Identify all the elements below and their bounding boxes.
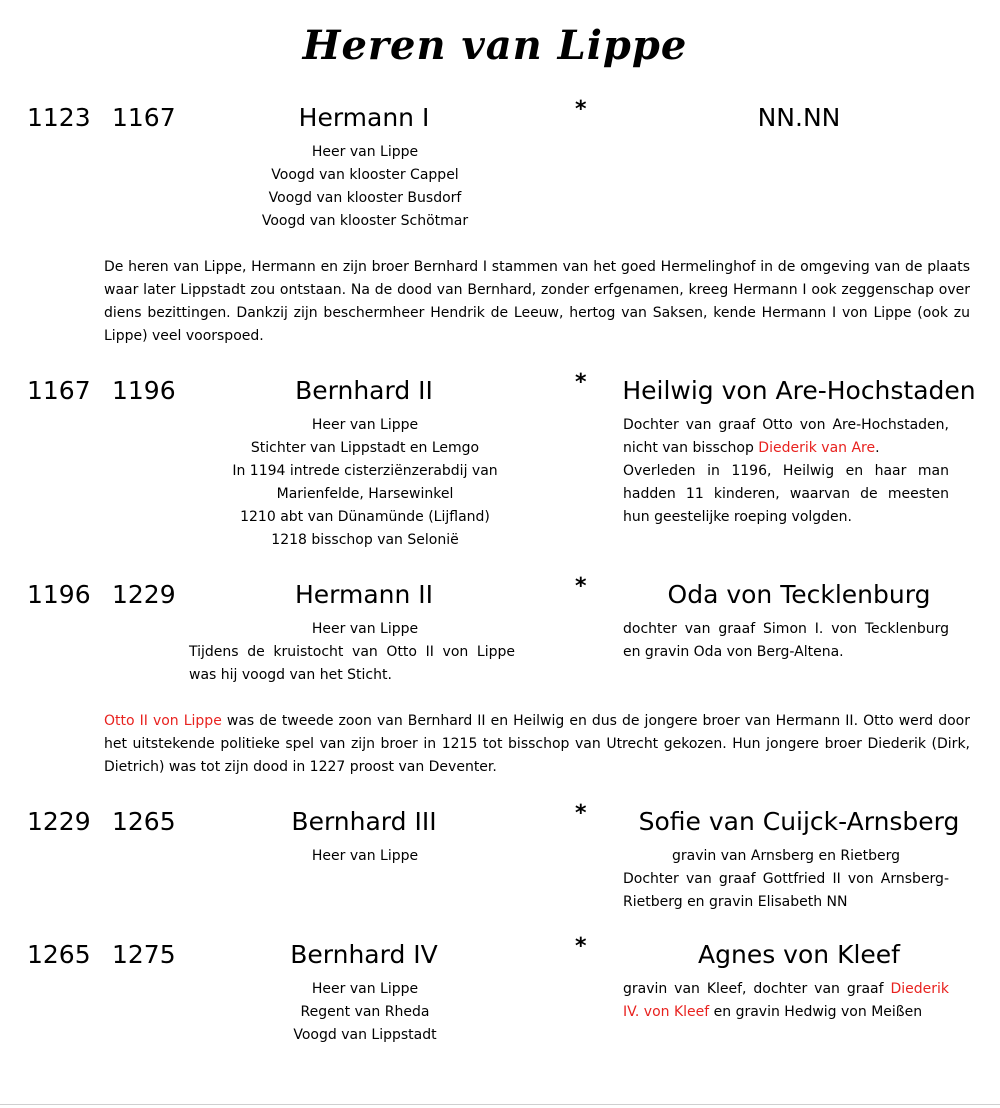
title-line: 1218 bisschop van Seloniё	[271, 532, 459, 548]
title-line: Marienfelde, Harsewinkel	[276, 486, 454, 502]
spouse-text: Dochter van graaf Otto von Are-Hochstaden, nicht van bisschop	[623, 417, 949, 456]
marriage-star: *	[575, 934, 587, 959]
marriage-star: *	[575, 574, 587, 599]
marriage-star: *	[575, 97, 587, 122]
lord-titles	[180, 141, 550, 233]
end-year: 1196	[112, 376, 176, 405]
spouse-name: Heilwig von Are-Hochstaden	[622, 376, 976, 405]
spouse-name: Agnes von Kleef	[698, 940, 900, 969]
paragraph-text: was de tweede zoon van Bernhard II en Heilwig en dus de jongere broer van Hermann II. Otto werd door het uitstekende politieke spel van zijn broer in 1215 tot bisschop van Utrecht gekozen. Hun jongere broer Diederik (Dirk, Dietrich) was tot zijn dood in 1227 proost van Deventer.	[104, 713, 970, 775]
lord-name: Hermann I	[298, 103, 430, 132]
title-line: Voogd van klooster Cappel	[271, 167, 459, 183]
end-year: 1275	[112, 940, 176, 969]
spouse-text: en gravin Hedwig von Meißen	[709, 1004, 923, 1020]
lord-titles	[180, 414, 550, 552]
title-line: 1210 abt van Dünamünde (Lijfland)	[240, 509, 490, 525]
spouse-text: Overleden in 1196, Heilwig en haar man hadden 11 kinderen, waarvan de meesten hun geestelijke roeping volgden.	[623, 463, 949, 525]
spouse-text: Dochter van graaf Gottfried II von Arnsberg-Rietberg en gravin Elisabeth NN	[623, 871, 949, 910]
lord-titles	[180, 845, 550, 868]
start-year: 1167	[27, 376, 91, 405]
end-year: 1265	[112, 807, 176, 836]
spouse-name: Oda von Tecklenburg	[667, 580, 931, 609]
end-year: 1167	[112, 103, 176, 132]
title-line: Voogd van klooster Busdorf	[268, 190, 462, 206]
diederik-van-are-link[interactable]: Diederik van Are	[758, 440, 876, 456]
start-year: 1123	[27, 103, 91, 132]
otto-ii-von-lippe-link[interactable]: Otto II von Lippe	[104, 713, 222, 729]
title-line: Heer van Lippe	[311, 621, 419, 637]
spouse-description	[623, 978, 949, 1024]
bottom-divider	[0, 1104, 1000, 1105]
history-paragraph	[104, 710, 970, 779]
start-year: 1265	[27, 940, 91, 969]
title-line: Heer van Lippe	[311, 417, 419, 433]
diederik-iv-von-kleef-link[interactable]: Diederik IV. von Kleef	[623, 981, 949, 1020]
title-line: Heer van Lippe	[311, 848, 419, 864]
history-paragraph	[104, 256, 970, 348]
lord-detail: Tijdens de kruistocht van Otto II von Lippe was hij voogd van het Sticht.	[189, 644, 515, 683]
spouse-description: dochter van graaf Simon I. von Tecklenburg en gravin Oda von Berg-Altena.	[623, 621, 949, 660]
spouse-description	[623, 414, 949, 529]
spouse-text: .	[875, 440, 880, 456]
start-year: 1229	[27, 807, 91, 836]
spouse-text: gravin van Arnsberg en Rietberg	[671, 848, 901, 864]
lord-name: Bernhard III	[291, 807, 437, 836]
title-line: Heer van Lippe	[311, 144, 419, 160]
spouse-text: gravin van Kleef, dochter van graaf	[623, 981, 891, 997]
lord-titles	[180, 978, 550, 1047]
spouse-name: Sofie van Cuijck-Arnsberg	[638, 807, 960, 836]
marriage-star: *	[575, 370, 587, 395]
title-line: Voogd van klooster Schötmar	[261, 213, 469, 229]
end-year: 1229	[112, 580, 176, 609]
lord-name: Hermann II	[294, 580, 434, 609]
title-line: Heer van Lippe	[311, 981, 419, 997]
lord-name: Bernhard IV	[290, 940, 438, 969]
lord-name: Bernhard II	[295, 376, 433, 405]
start-year: 1196	[27, 580, 91, 609]
title-line: Regent van Rheda	[300, 1004, 430, 1020]
title-line: In 1194 intrede cisterziënzerabdij van	[232, 463, 498, 479]
spouse-name: NN.NN	[757, 103, 841, 132]
page-title: Heren van Lippe	[302, 22, 688, 69]
title-line: Stichter van Lippstadt en Lemgo	[250, 440, 480, 456]
lord-titles	[180, 618, 550, 641]
spouse-description	[623, 845, 949, 914]
paragraph-text: De heren van Lippe, Hermann en zijn broer Bernhard I stammen van het goed Hermelinghof in de omgeving van de plaats waar later Lippstadt zou ontstaan. Na de dood van Bernhard, zonder erfgenamen, kreeg Hermann I ook zeggenschap over diens bezittingen. Dankzij zijn beschermheer Hendrik de Leeuw, hertog van Saksen, kende Hermann I von Lippe (ook zu Lippe) veel voorspoed.	[104, 259, 970, 344]
title-line: Voogd van Lippstadt	[293, 1027, 437, 1043]
marriage-star: *	[575, 801, 587, 826]
